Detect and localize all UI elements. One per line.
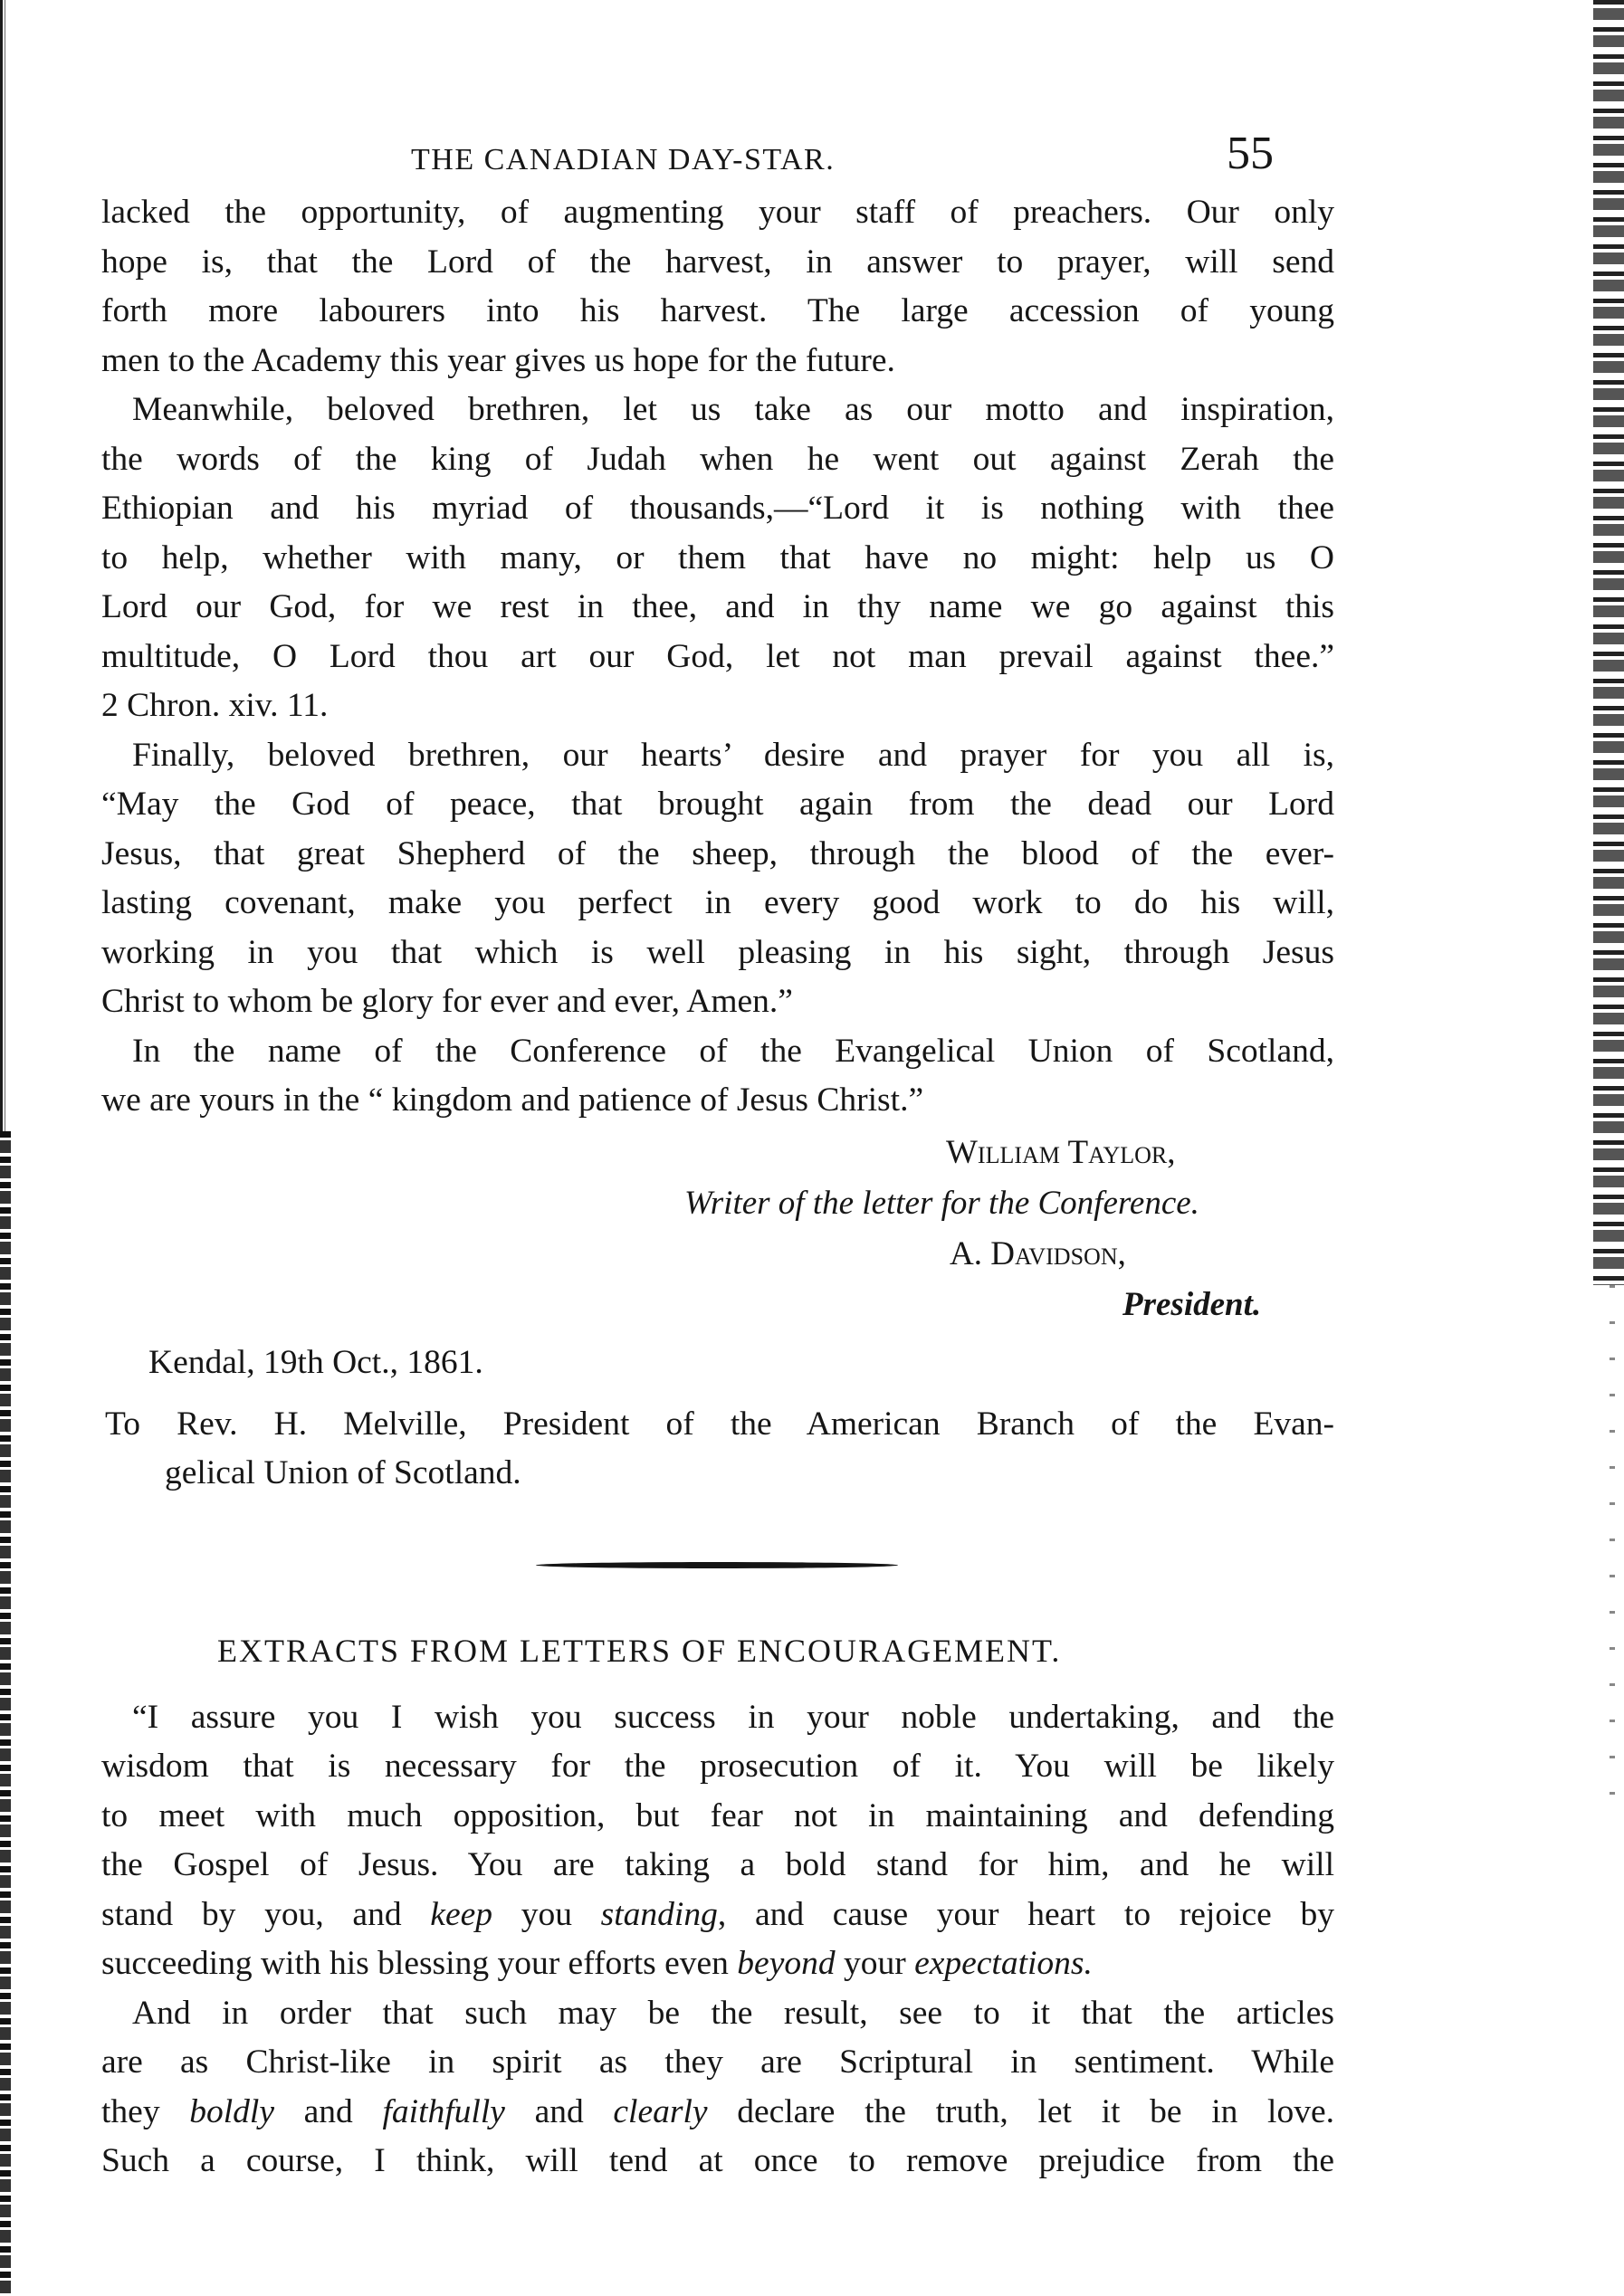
text-line: men to the Academy this year gives us hope for the future.	[101, 341, 895, 379]
text-line	[101, 1939, 1334, 1989]
text-run: Such a course, I think, will tend at once to remove prejudice from the	[101, 2142, 1334, 2179]
text-line: Lord our God, for we rest in thee, and in thy name we go against this	[101, 588, 1334, 625]
signature-role-2: President.	[1122, 1285, 1262, 1323]
text-run: to meet with much opposition, but fear not in maintaining and defending	[101, 1796, 1334, 1834]
text-line	[101, 1841, 1334, 1891]
text-line	[101, 1989, 1334, 2039]
addressee-line: gelical Union of Scotland.	[165, 1454, 521, 1491]
italic-run: faithfully	[382, 2092, 505, 2130]
text-run: the Gospel of Jesus. You are taking a bold stand for him, and he will	[101, 1846, 1334, 1883]
text-run: and	[273, 2092, 383, 2130]
text-run: your	[835, 1945, 915, 1982]
text-line: 2 Chron. xiv. 11.	[101, 687, 329, 724]
text-run: wisdom that is necessary for the prosecution of it. You will be likely	[101, 1748, 1334, 1785]
text-run: stand by you, and	[101, 1895, 431, 1933]
dateline: Kendal, 19th Oct., 1861.	[148, 1343, 483, 1381]
text-line	[101, 1891, 1334, 1940]
text-line: lasting covenant, make you perfect in every good work to do his will,	[101, 884, 1334, 921]
text-run: succeeding with his blessing your efforts even	[101, 1945, 738, 1982]
signature-name: William Taylor,	[946, 1133, 1176, 1171]
scan-edge-left	[0, 0, 11, 2296]
text-line	[101, 1792, 1334, 1842]
text-line: Finally, beloved brethren, our hearts’ desire and prayer for you all is,	[132, 736, 1334, 774]
text-run: you	[492, 1895, 601, 1933]
page-number: 55	[1227, 128, 1274, 179]
italic-run: boldly	[189, 2092, 274, 2130]
text-line: lacked the opportunity, of augmenting your staff of preachers. Our only	[101, 194, 1334, 231]
text-run: , and cause your heart to rejoice by	[717, 1895, 1335, 1933]
scan-edge-right	[1593, 0, 1624, 1285]
text-line: Meanwhile, beloved brethren, let us take as our motto and inspiration,	[132, 391, 1334, 428]
text-run: declare the truth, let it be in love.	[707, 2092, 1334, 2130]
italic-run: clearly	[613, 2092, 708, 2130]
text-line: “May the God of peace, that brought again from the dead our Lord	[101, 786, 1334, 823]
signature-block	[101, 1133, 1334, 1339]
text-line	[101, 2088, 1334, 2138]
text-line	[101, 2038, 1334, 2088]
running-title: THE CANADIAN DAY-STAR.	[411, 143, 836, 176]
text-run: “I assure you I wish you success in your noble undertaking, and the	[132, 1698, 1334, 1736]
signature-role: Writer of the letter for the Conference.	[684, 1184, 1199, 1222]
text-line: to help, whether with many, or them that have no might: help us O	[101, 538, 1334, 576]
text-line: the words of the king of Judah when he went out against Zerah the	[101, 440, 1334, 478]
text-run: and	[504, 2092, 614, 2130]
section-rule	[536, 1562, 898, 1568]
text-line: we are yours in the “ kingdom and patience of Jesus Christ.”	[101, 1081, 924, 1119]
text-run: And in order that such may be the result, see to it that the articles	[132, 1994, 1334, 2032]
text-run: are as Christ-like in spirit as they are Scriptural in sentiment. While	[101, 2044, 1334, 2081]
italic-run: beyond	[737, 1945, 836, 1982]
addressee	[101, 1400, 1334, 1499]
text-line: hope is, that the Lord of the harvest, in answer to prayer, will send	[101, 243, 1334, 281]
text-line: In the name of the Conference of the Evangelical Union of Scotland,	[132, 1032, 1334, 1070]
text-line: forth more labourers into his harvest. The large accession of young	[101, 292, 1334, 329]
italic-run: standing	[600, 1895, 718, 1933]
text-line	[101, 1693, 1334, 1743]
section-heading: EXTRACTS FROM LETTERS OF ENCOURAGEMENT.	[217, 1632, 1062, 1669]
page	[101, 125, 1334, 2186]
extracts-body	[101, 1693, 1334, 2186]
text-run: they	[101, 2092, 190, 2130]
text-line	[101, 2137, 1334, 2186]
text-line: working in you that which is well pleasing in his sight, through Jesus	[101, 933, 1334, 971]
text-line: Christ to whom be glory for ever and ever, Amen.”	[101, 983, 793, 1020]
text-line: Ethiopian and his myriad of thousands,—“Lord it is nothing with thee	[101, 490, 1334, 527]
text-line: Jesus, that great Shepherd of the sheep, through the blood of the ever-	[101, 834, 1334, 872]
text-line: multitude, O Lord thou art our God, let not man prevail against thee.”	[101, 637, 1334, 675]
text-line	[101, 1742, 1334, 1792]
running-head	[101, 125, 1334, 188]
italic-run: expectations.	[914, 1945, 1093, 1982]
scan-edge-right-lower	[1610, 1285, 1615, 1828]
signature-name-2: A. Davidson,	[950, 1234, 1126, 1272]
addressee-line: To Rev. H. Melville, President of the American Branch of the Evan-	[105, 1405, 1334, 1443]
letter-body	[101, 188, 1334, 1126]
italic-run: keep	[430, 1895, 492, 1933]
